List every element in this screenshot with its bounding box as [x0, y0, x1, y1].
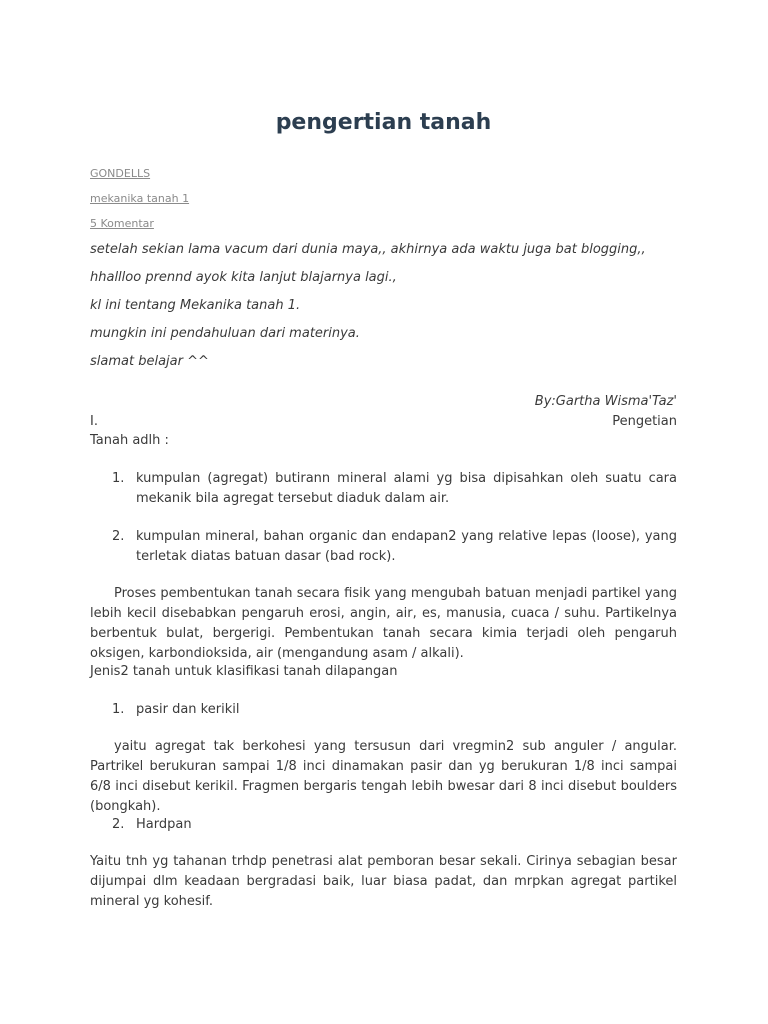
byline: By:Gartha Wisma'Taz' [534, 394, 677, 409]
list-marker: 2. [112, 529, 125, 544]
type-description: yaitu agregat tak berkohesi yang tersusun dari vregmin2 sub anguler / angular. Partrikel berukuran sampai 1/8 inci dinamakan pasir dan yg berukuran 1/8 inci sampai 6/8 inci disebut kerikil. Fragmen bergaris tengah lebih bwesar dari 8 inci disebut boulders (bongkah). [90, 739, 677, 814]
types-lead: Jenis2 tanah untuk klasifikasi tanah dilapangan [90, 664, 398, 679]
comments-link[interactable]: 5 Komentar [90, 217, 154, 230]
list-item [112, 469, 677, 509]
intro-line: setelah sekian lama vacum dari dunia maya,, akhirnya ada waktu juga bat blogging,, [90, 242, 646, 257]
category-link[interactable]: mekanika tanah 1 [90, 192, 190, 205]
type-description: Yaitu tnh yg tahanan trhdp penetrasi alat pemboran besar sekali. Cirinya sebagian besar dijumpai dlm keadaan bergradasi baik, luar biasa padat, dan mrpkan agregat partikel mineral yg kohesif. [90, 854, 677, 909]
intro-line: hhallloo prennd ayok kita lanjut blajarnya lagi., [90, 270, 397, 285]
page-title: pengertian tanah [275, 110, 492, 135]
list-item-text: kumpulan (agregat) butirann mineral alami yg bisa dipisahkan oleh suatu cara mekanik bila agregat tersebut diaduk dalam air. [136, 471, 677, 506]
process-paragraph: Proses pembentukan tanah secara fisik yang mengubah batuan menjadi partikel yang lebih kecil disebabkan pengaruh erosi, angin, air, es, manusia, cuaca / suhu. Partikelnya berbentuk bulat, bergerigi. Pembentukan tanah secara kimia terjadi oleh pengaruh oksigen, karbondioksida, air (mengandung asam / alkali). [90, 586, 677, 661]
intro-line: kl ini tentang Mekanika tanah 1. [90, 298, 301, 313]
list-item [112, 700, 677, 720]
list-item-text: pasir dan kerikil [136, 702, 240, 717]
list-item-text: kumpulan mineral, bahan organic dan endapan2 yang relative lepas (loose), yang terletak diatas batuan dasar (bad rock). [136, 529, 677, 564]
list-item [112, 815, 677, 835]
list-marker: 1. [112, 702, 125, 717]
list-marker: 2. [112, 817, 125, 832]
author-link[interactable]: GONDELLS [90, 167, 151, 180]
list-item [112, 527, 677, 567]
section-number: I. [90, 414, 98, 429]
intro-line: mungkin ini pendahuluan dari materinya. [90, 326, 360, 341]
list-marker: 1. [112, 471, 125, 486]
section-title: Pengetian [612, 414, 677, 429]
list-item-text: Hardpan [136, 817, 192, 832]
definition-lead: Tanah adlh : [90, 433, 169, 448]
intro-line: slamat belajar ^^ [90, 354, 209, 369]
